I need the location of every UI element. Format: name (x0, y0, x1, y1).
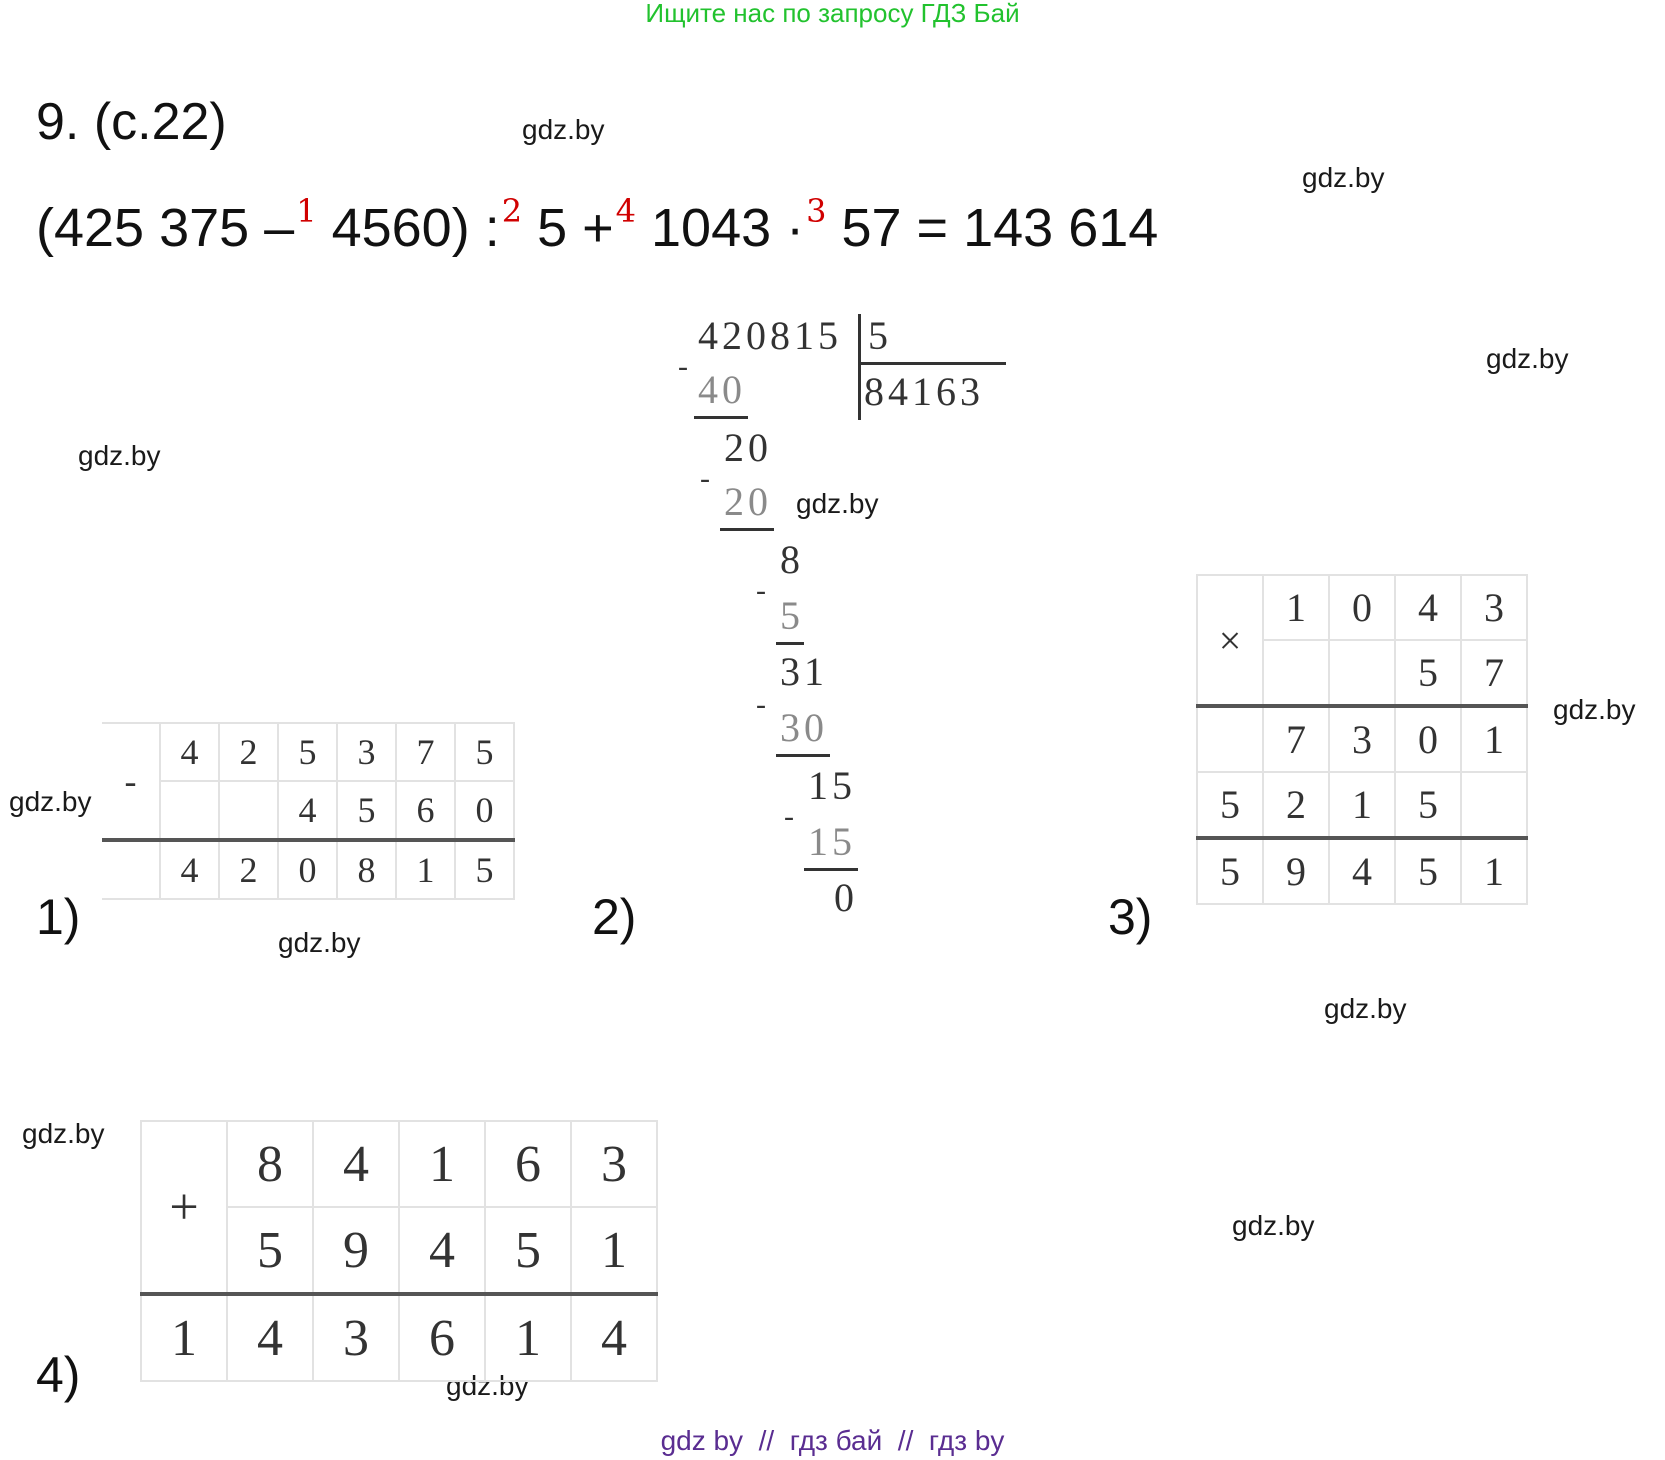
digit-cell: 1 (1263, 575, 1329, 640)
minus-sign: - (756, 688, 766, 721)
remainder: 20 (724, 425, 772, 470)
times-sign: × (1197, 575, 1263, 706)
watermark: gdz.by (78, 440, 161, 471)
digit-cell: 1 (399, 1121, 485, 1207)
digit-cell: 4 (313, 1121, 399, 1207)
watermark: gdz.by (1553, 694, 1636, 725)
expression-part: 4560) : (316, 198, 500, 258)
expression (36, 192, 1158, 259)
division-bar (858, 314, 861, 420)
step-order-marker: 2 (501, 192, 523, 230)
subtrahend: 20 (724, 479, 772, 524)
watermark: gdz.by (278, 927, 361, 958)
divisor: 5 (868, 313, 892, 358)
search-banner: Ищите нас по запросу ГДЗ Бай (645, 0, 1020, 28)
minus-sign: - (700, 462, 710, 495)
digit-cell: 4 (571, 1294, 657, 1381)
digit-cell: 3 (571, 1121, 657, 1207)
digit-cell: 2 (1263, 772, 1329, 838)
difference-row (102, 840, 514, 899)
digit-cell: 1 (1329, 772, 1395, 838)
digit-cell (1263, 640, 1329, 706)
watermark: gdz.by (446, 1370, 529, 1401)
watermark: gdz.by (1302, 162, 1385, 193)
digit-cell: 9 (1263, 838, 1329, 904)
remainder: 0 (834, 875, 858, 920)
digit-cell (219, 781, 278, 840)
watermark: gdz.by (9, 786, 92, 817)
minuend-row (102, 723, 514, 781)
quotient-line (858, 362, 1006, 365)
step-label: 3) (1108, 889, 1153, 945)
subtrahend: 15 (808, 819, 856, 864)
minus-sign: - (678, 350, 688, 383)
addend-row (141, 1121, 657, 1207)
digit-cell: 5 (1395, 838, 1461, 904)
digit-cell: 4 (160, 840, 219, 899)
digit-cell: 8 (337, 840, 396, 899)
digit-cell: 0 (455, 781, 514, 840)
step-order-marker: 3 (806, 192, 827, 230)
watermark: gdz.by (22, 1118, 105, 1149)
digit-cell: 4 (399, 1207, 485, 1294)
digit-cell: 5 (485, 1207, 571, 1294)
plus-sign: + (141, 1121, 227, 1294)
empty-cell (102, 840, 160, 899)
digit-cell: 6 (396, 781, 455, 840)
subtrahend: 40 (698, 367, 746, 412)
watermark: gdz.by (1486, 343, 1569, 374)
partial-product-row (1197, 706, 1527, 772)
digit-cell: 3 (1461, 575, 1527, 640)
watermark: gdz.by (1324, 993, 1407, 1024)
watermark: gdz.by (1232, 1210, 1315, 1241)
subtrahend: 30 (780, 705, 828, 750)
expression-part: 57 = 143 614 (826, 198, 1159, 258)
digit-cell: 6 (399, 1294, 485, 1381)
digit-cell (1197, 706, 1263, 772)
digit-cell: 7 (1461, 640, 1527, 706)
digit-cell: 5 (1395, 772, 1461, 838)
digit-cell: 5 (455, 723, 514, 781)
step-label: 2) (592, 889, 637, 945)
subtraction-table (102, 722, 515, 900)
watermark: gdz.by (796, 488, 879, 519)
sum-row (141, 1294, 657, 1381)
digit-cell: 8 (227, 1121, 313, 1207)
step-label: 1) (36, 889, 81, 945)
digit-cell: 4 (1329, 838, 1395, 904)
underline (694, 416, 748, 419)
digit-cell: 2 (219, 723, 278, 781)
digit-cell: 4 (278, 781, 337, 840)
expression-part: 5 + (522, 198, 614, 258)
digit-cell: 5 (1395, 640, 1461, 706)
factor-row (1197, 575, 1527, 640)
dividend: 420815 (698, 313, 842, 358)
remainder: 31 (780, 649, 828, 694)
watermark: gdz.by (522, 114, 605, 145)
expression-part: (425 375 – (36, 198, 295, 258)
minus-sign: - (784, 800, 794, 833)
digit-cell: 1 (141, 1294, 227, 1381)
subtrahend: 5 (780, 593, 804, 638)
digit-cell (160, 781, 219, 840)
step-order-marker: 1 (296, 192, 317, 230)
footer-links: gdz by // гдз бай // гдз by (660, 1425, 1005, 1456)
digit-cell: 3 (313, 1294, 399, 1381)
digit-cell: 1 (396, 840, 455, 899)
digit-cell: 3 (337, 723, 396, 781)
remainder: 8 (780, 537, 804, 582)
digit-cell: 9 (313, 1207, 399, 1294)
digit-cell: 0 (1329, 575, 1395, 640)
multiplication-table (1196, 574, 1528, 905)
task-heading: 9. (с.22) (36, 93, 227, 151)
digit-cell: 1 (1461, 706, 1527, 772)
product-row (1197, 838, 1527, 904)
digit-cell (1461, 772, 1527, 838)
underline (776, 642, 804, 645)
underline (776, 754, 830, 757)
quotient: 84163 (864, 369, 984, 414)
underline (720, 528, 774, 531)
minus-sign: - (102, 723, 160, 840)
digit-cell: 1 (1461, 838, 1527, 904)
addition-table (140, 1120, 658, 1382)
digit-cell: 1 (571, 1207, 657, 1294)
digit-cell: 3 (1329, 706, 1395, 772)
digit-cell: 4 (1395, 575, 1461, 640)
digit-cell: 0 (278, 840, 337, 899)
step-order-marker: 4 (615, 192, 636, 230)
expression-part: 1043 · (636, 198, 805, 258)
minus-sign: - (756, 574, 766, 607)
digit-cell: 4 (160, 723, 219, 781)
digit-cell (1329, 640, 1395, 706)
digit-cell: 5 (1197, 772, 1263, 838)
digit-cell: 5 (455, 840, 514, 899)
partial-product-row (1197, 772, 1527, 838)
digit-cell: 0 (1395, 706, 1461, 772)
digit-cell: 5 (1197, 838, 1263, 904)
digit-cell: 4 (227, 1294, 313, 1381)
digit-cell: 2 (219, 840, 278, 899)
digit-cell: 1 (485, 1294, 571, 1381)
digit-cell: 7 (1263, 706, 1329, 772)
digit-cell: 5 (278, 723, 337, 781)
remainder: 15 (808, 763, 856, 808)
digit-cell: 6 (485, 1121, 571, 1207)
underline (804, 868, 858, 871)
subtrahend-row (102, 781, 514, 840)
digit-cell: 5 (227, 1207, 313, 1294)
digit-cell: 5 (337, 781, 396, 840)
step-label: 4) (36, 1347, 81, 1403)
digit-cell: 7 (396, 723, 455, 781)
